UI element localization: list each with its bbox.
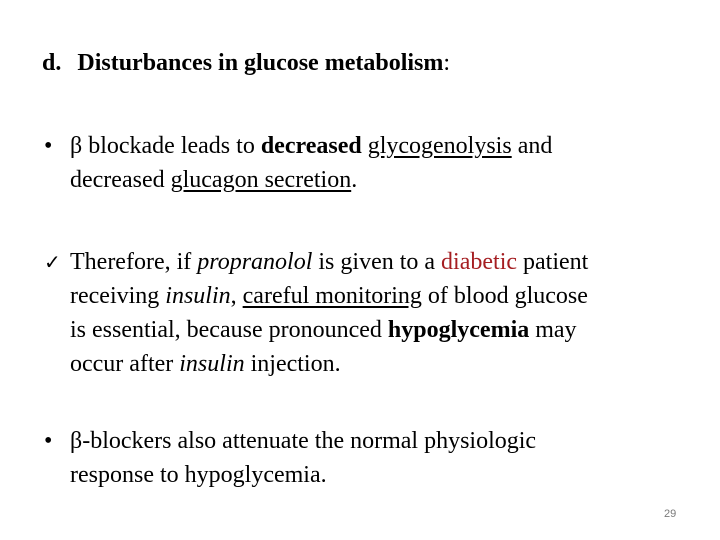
bullet-line <box>70 245 588 279</box>
bullet-line <box>70 347 588 381</box>
bullet-beta-blockade <box>44 129 553 197</box>
underlined-term: glucagon secretion <box>170 167 352 193</box>
text-run: receiving <box>70 283 166 309</box>
bullet-icon: • <box>44 133 53 159</box>
text-run: occur after <box>70 351 180 377</box>
checkmark-icon: ✓ <box>44 250 61 274</box>
text-run: decreased <box>70 167 171 193</box>
heading-title: Disturbances in glucose metabolism <box>77 50 444 76</box>
text-run: of blood glucose <box>421 283 588 309</box>
bullet-text <box>70 424 536 492</box>
text-run: is given to a <box>312 249 442 275</box>
text-run: and <box>511 133 553 159</box>
text-run: β blockade leads to <box>70 133 261 159</box>
bullet-line <box>70 313 588 347</box>
italic-term: insulin <box>165 283 231 309</box>
bullet-line <box>70 163 552 197</box>
text-run: patient <box>517 249 589 275</box>
text-run: . <box>351 167 358 193</box>
bullet-icon: • <box>44 428 53 454</box>
heading-label: d. <box>42 50 62 76</box>
underlined-term: glycogenolysis <box>367 133 512 159</box>
bullet-line <box>70 279 588 313</box>
highlighted-term: diabetic <box>441 249 518 275</box>
slide-heading <box>42 50 450 77</box>
bold-term: hypoglycemia <box>387 317 530 343</box>
italic-term: propranolol <box>197 249 313 275</box>
bullet-line: β-blockers also attenuate the normal physiologic <box>70 428 537 454</box>
text-run: , <box>230 283 243 309</box>
text-run: is essential, because pronounced <box>70 317 388 343</box>
heading-colon: : <box>443 50 451 76</box>
underlined-term: careful monitoring <box>242 283 422 309</box>
bullet-hypoglycemia-response <box>44 424 537 492</box>
page-number: 29 <box>664 508 677 520</box>
bullet-line: response to hypoglycemia. <box>70 462 327 488</box>
bullet-propranolol-warning <box>44 245 589 381</box>
italic-term: insulin <box>179 351 245 377</box>
text-run: injection. <box>244 351 341 377</box>
bold-term: decreased <box>260 133 362 159</box>
bullet-line <box>70 129 552 163</box>
bullet-text <box>70 245 588 381</box>
bullet-text <box>70 129 552 197</box>
text-run: Therefore, if <box>70 249 198 275</box>
text-run: may <box>529 317 577 343</box>
